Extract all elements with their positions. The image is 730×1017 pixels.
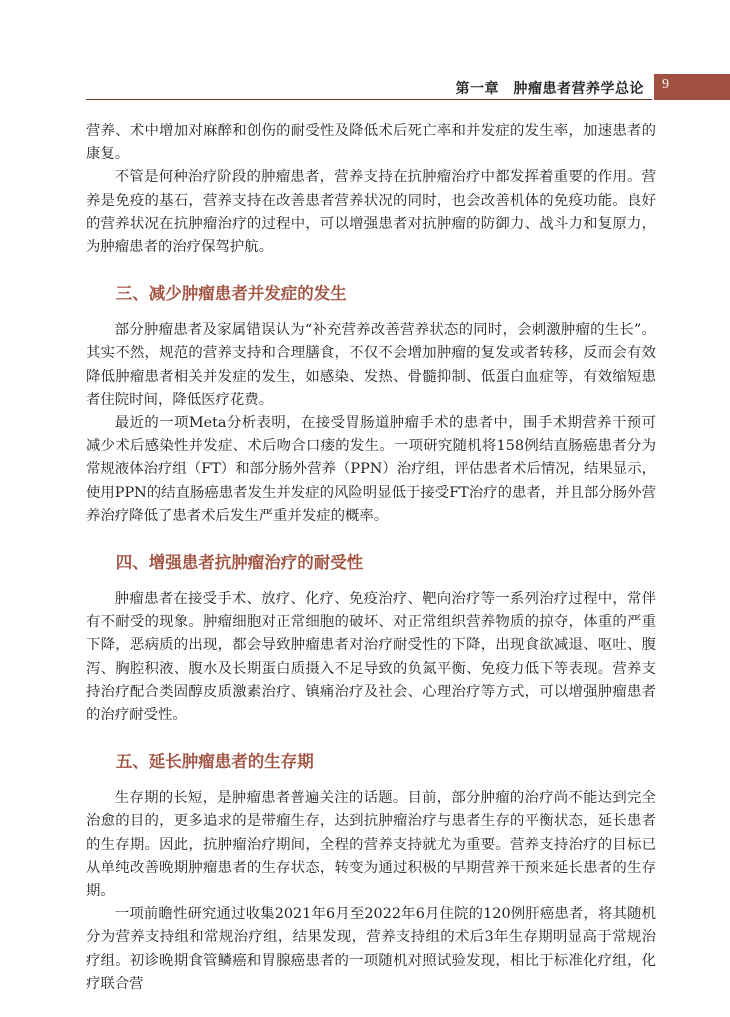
paragraph: 不管是何种治疗阶段的肿瘤患者，营养支持在抗肿瘤治疗中都发挥着重要的作用。营养是免疫的基石，营养支持在改善患者营养状况的同时，也会改善机体的免疫功能。良好的营养状况在抗肿瘤治疗的过程中，可以增强患者对抗肿瘤的防御力、战斗力和复原力，为肿瘤患者的治疗保驾护航。 [86,169,656,256]
paragraph: 一项前瞻性研究通过收集2021年6月至2022年6月住院的120例肝癌患者，将其随机分为营养支持组和常规治疗组，结果发现，营养支持组的术后3年生存期明显高于常规治疗组。初诊晚期食管鳞癌和胃腺癌患者的一项随机对照试验发现，相比于标准化疗组，化疗联合营 [86,906,656,992]
chapter-title: 第一章 肿瘤患者营养学总论 [455,81,644,97]
page-number-box [654,74,730,100]
paragraph: 生存期的长短，是肿瘤患者普遍关注的话题。目前，部分肿瘤的治疗尚不能达到完全治愈的目的，更多追求的是带瘤生存，达到抗肿瘤治疗与患者生存的平衡状态，延长患者的生存期。因此，抗肿瘤治疗期间，全程的营养支持就尤为重要。营养支持治疗的目标已从单纯改善晚期肿瘤患者的生存状态，转变为通过积极的早期营养干预来延长患者的生存期。 [86,790,656,900]
paragraph: 营养、术中增加对麻醉和创伤的耐受性及降低术后死亡率和并发症的发生率，加速患者的康复。 [86,123,656,163]
paragraph: 最近的一项Meta分析表明，在接受胃肠道肿瘤手术的患者中，围手术期营养干预可减少术后感染性并发症、术后吻合口瘘的发生。一项研究随机将158例结直肠癌患者分为常规液体治疗组（FT）和部分肠外营养（PPN）治疗组，评估患者术后情况，结果显示，使用PPN的结直肠癌患者发生并发症的风险明显低于接受FT治疗的患者，并且部分肠外营养治疗降低了患者术后发生严重并发症的概率。 [86,415,656,524]
header-rule [86,99,652,100]
paragraph: 部分肿瘤患者及家属错误认为“补充营养改善营养状态的同时，会刺激肿瘤的生长”。其实不然，规范的营养支持和合理膳食，不仅不会增加肿瘤的复发或者转移，反而会有效降低肿瘤患者相关并发症的发生，如感染、发热、骨髓抑制、低蛋白血症等，有效缩短患者住院时间，降低医疗花费。 [86,322,656,408]
section-heading: 三、减少肿瘤患者并发症的发生 [115,284,347,304]
section-heading: 四、增强患者抗肿瘤治疗的耐受性 [115,553,364,573]
paragraph: 肿瘤患者在接受手术、放疗、化疗、免疫治疗、靶向治疗等一系列治疗过程中，常伴有不耐受的现象。肿瘤细胞对正常细胞的破坏、对正常组织营养物质的掠夺，体重的严重下降，恶病质的出现，都会导致肿瘤患者对治疗耐受性的下降，出现食欲减退、呕吐、腹泻、胸腔积液、腹水及长期蛋白质摄入不足导致的负氮平衡、免疫力低下等表现。营养支持治疗配合类固醇皮质激素治疗、镇痛治疗及社会、心理治疗等方式，可以增强肿瘤患者的治疗耐受性。 [86,591,656,724]
section-heading: 五、延长肿瘤患者的生存期 [115,752,314,772]
body-text [86,120,656,996]
page-number: 9 [662,77,669,92]
